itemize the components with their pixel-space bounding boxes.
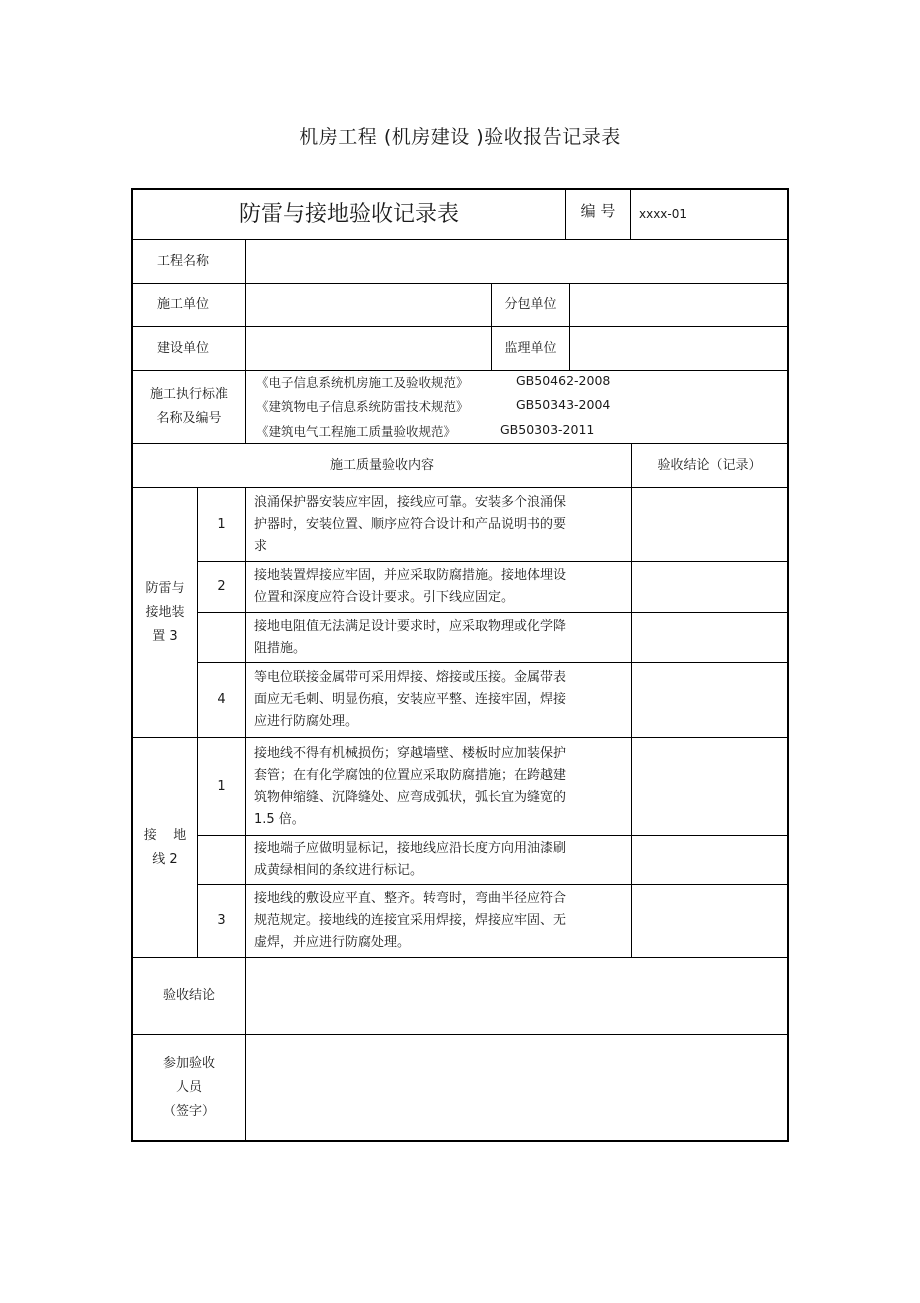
standard-name: 《建筑物电子信息系统防雷技术规范》 [256,399,469,414]
supervision-unit-label: 监理单位 [504,340,557,356]
item-number: 4 [217,692,226,707]
item-number: 2 [217,579,226,594]
group-label-line: 置 3 [152,628,178,644]
participants-label-line: 人员 [175,1079,202,1095]
subcontract-unit-label: 分包单位 [504,297,557,312]
item-number [198,836,245,884]
standard-name: 《建筑电气工程施工质量验收规范》 [256,424,457,439]
participants-label [133,1035,245,1140]
item-content: 接地装置焊接应牢固，并应采取防腐措施。接地体埋设 位置和深度应符合设计要求。引下线应固定。 [254,568,567,605]
construction-unit-value[interactable] [246,284,491,326]
item-conclusion[interactable] [632,613,787,662]
standard-code: GB50303-2011 [500,422,595,437]
group-label-line: 防雷与 [145,580,185,596]
participants-signature[interactable] [246,1035,787,1140]
group-label-lightning [133,488,197,737]
item-number [198,613,245,662]
conclusion-value[interactable] [246,958,787,1034]
acceptance-form-table [131,188,789,1142]
item-conclusion[interactable] [632,836,787,884]
item-conclusion[interactable] [632,738,787,835]
form-title: 防雷与接地验收记录表 [238,201,459,227]
item-number: 1 [217,778,226,794]
item-content: 接地端子应做明显标记，接地线应沿长度方向用油漆刷 成黄绿相间的条纹进行标记。 [254,841,567,878]
item-conclusion[interactable] [632,562,787,612]
standard-label-line1: 施工执行标准 [149,387,228,402]
document-title: 机房工程 (机房建设 )验收报告记录表 [299,126,621,148]
item-conclusion[interactable] [632,488,787,561]
group-label-line: 接地装 [145,604,185,620]
participants-label-line: （签字） [162,1103,215,1119]
group-label-ground-wire [133,738,197,957]
group-label-line: 接 地 [143,827,187,843]
content-header: 施工质量验收内容 [329,457,434,473]
item-conclusion[interactable] [632,885,787,957]
code-value: xxxx-01 [639,206,688,221]
item-conclusion[interactable] [632,663,787,737]
item-content: 接地电阻值无法满足设计要求时，应采取物理或化学降 阻措施。 [254,618,567,656]
standard-name: 《电子信息系统机房施工及验收规范》 [256,375,469,390]
supervision-unit-value[interactable] [570,327,787,370]
owner-unit-label: 建设单位 [156,340,209,356]
subcontract-unit-value[interactable] [570,284,787,326]
owner-unit-value[interactable] [246,327,491,370]
standard-label-line2: 名称及编号 [156,411,222,426]
item-number: 1 [217,516,226,532]
construction-unit-label: 施工单位 [156,297,209,312]
conclusion-header: 验收结论（记录） [657,457,762,473]
code-label: 编 号 [580,202,616,220]
participants-label-line: 参加验收 [162,1055,215,1071]
standard-label [133,371,245,443]
item-number: 3 [217,913,226,928]
item-content: 接地线的敷设应平直、整齐。转弯时，弯曲半径应符合 规范规定。接地线的连接宜采用焊接，焊接应牢固、无 虚焊，并应进行防腐处理。 [254,891,567,950]
item-content: 接地线不得有机械损伤；穿越墙壁、楼板时应加装保护 套管；在有化学腐蚀的位置应采取防腐措施；在跨越建 筑物伸缩缝、沉降缝处、应弯成弧状，弧长宜为缝宽的 1.5 倍。 [254,745,567,827]
project-name-value[interactable] [246,240,787,283]
standard-code: GB50462-2008 [516,373,611,388]
standard-code: GB50343-2004 [516,397,611,412]
standards-list [246,371,787,443]
item-content: 等电位联接金属带可采用焊接、熔接或压接。金属带表 面应无毛刺、明显伤痕，安装应平整、连接牢固，焊接 应进行防腐处理。 [254,670,567,729]
project-name-label: 工程名称 [156,253,209,269]
conclusion-label: 验收结论 [162,988,215,1003]
item-content: 浪涌保护器安装应牢固，接线应可靠。安装多个浪涌保 护器时，安装位置、顺序应符合设计和产品说明书的要 求 [254,494,567,554]
group-label-line: 线 2 [152,851,178,867]
